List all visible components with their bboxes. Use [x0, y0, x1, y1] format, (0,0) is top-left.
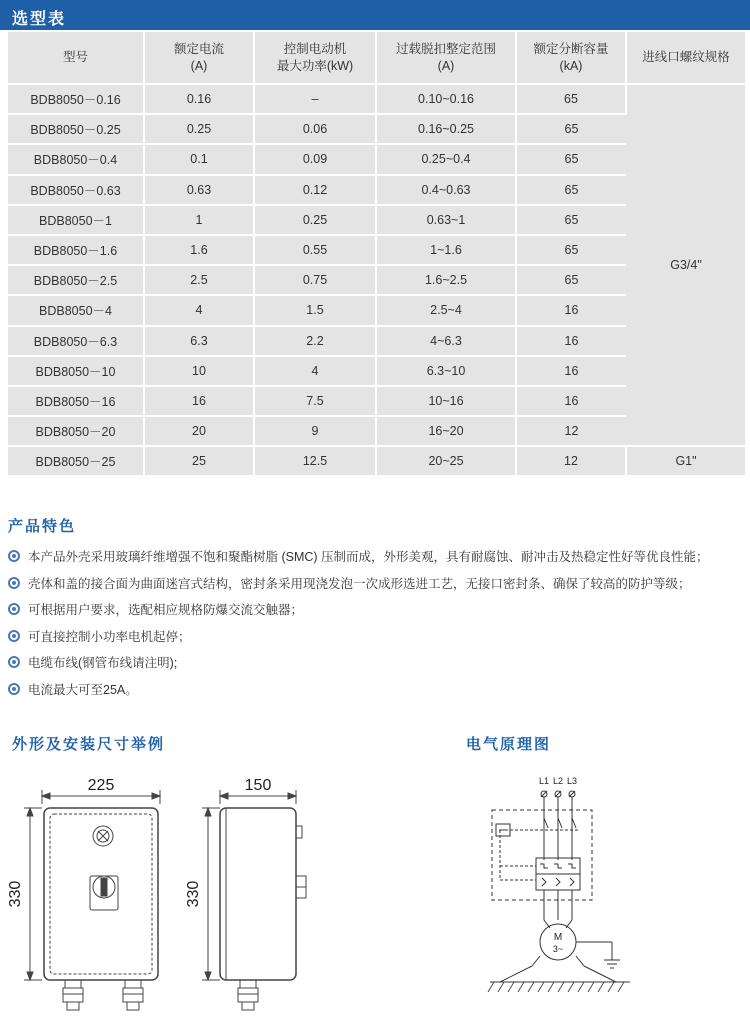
table-header-row — [8, 32, 745, 84]
feature-text: 电缆布线(钢管布线请注明); — [28, 656, 178, 671]
table-cell: 0.16~0.25 — [376, 114, 516, 144]
table-cell: 0.06 — [254, 114, 376, 144]
bullet-icon — [8, 577, 20, 589]
table-cell: 9 — [254, 416, 376, 446]
table-cell: 20 — [144, 416, 254, 446]
dimensions-heading: 外形及安装尺寸举例 — [12, 736, 166, 753]
feature-text: 电流最大可至25A。 — [28, 682, 138, 697]
feature-item — [8, 543, 748, 570]
table-cell: 1~1.6 — [376, 235, 516, 265]
table-cell: 10 — [144, 356, 254, 386]
table-cell: BDB8050－0.16 — [8, 84, 144, 114]
table-cell: 1 — [144, 205, 254, 235]
bullet-icon — [8, 683, 20, 695]
column-header: 过载脱扣整定范围 (A) — [376, 32, 516, 84]
table-cell: BDB8050－10 — [8, 356, 144, 386]
table-cell: 16 — [516, 356, 626, 386]
bullet-icon — [8, 630, 20, 642]
table-cell: 16 — [516, 295, 626, 325]
table-cell: BDB8050－6.3 — [8, 326, 144, 356]
table-cell: 1.6~2.5 — [376, 265, 516, 295]
feature-item — [8, 623, 748, 650]
table-cell: 20~25 — [376, 446, 516, 476]
table-cell: 0.63~1 — [376, 205, 516, 235]
table-cell: 16~20 — [376, 416, 516, 446]
thread-spec-cell: G3/4" — [626, 84, 745, 446]
feature-text: 壳体和盖的接合面为曲面迷宫式结构，密封条采用现浇发泡一次成形选进工艺，无接口密封条、确保了较高的防护等级； — [28, 576, 691, 591]
features-list — [8, 543, 748, 702]
motor-label: M — [553, 932, 563, 943]
table-cell: 65 — [516, 235, 626, 265]
electrical-schematic — [470, 770, 650, 1020]
table-cell: 4 — [254, 356, 376, 386]
phase-l3-label: L3 — [566, 776, 578, 786]
table-cell: 16 — [144, 386, 254, 416]
table-body — [8, 84, 745, 476]
table-cell: BDB8050－1.6 — [8, 235, 144, 265]
table-cell: 10~16 — [376, 386, 516, 416]
column-header: 额定电流 (A) — [144, 32, 254, 84]
table-cell: 16 — [516, 386, 626, 416]
feature-item — [8, 570, 748, 597]
table-cell: BDB8050－20 — [8, 416, 144, 446]
column-header: 进线口螺纹规格 — [626, 32, 745, 84]
table-cell: 1.5 — [254, 295, 376, 325]
table-cell: BDB8050－0.25 — [8, 114, 144, 144]
front-width-label: 225 — [87, 777, 115, 794]
page-title: 选型表 — [0, 0, 750, 30]
table-cell: 6.3 — [144, 326, 254, 356]
feature-text: 本产品外壳采用玻璃纤维增强不饱和聚酯树脂 (SMC) 压制而成，外形美观，具有耐腐蚀、耐冲击及热稳定性好等优良性能； — [28, 550, 709, 565]
thread-spec-cell: G1" — [626, 446, 745, 476]
feature-text: 可根据用户要求，选配相应规格防爆交流交触器； — [28, 603, 304, 618]
table-cell: 4 — [144, 295, 254, 325]
table-row — [8, 84, 745, 114]
feature-item — [8, 676, 748, 703]
table-cell: 65 — [516, 114, 626, 144]
table-cell: 0.75 — [254, 265, 376, 295]
table-cell: 0.1 — [144, 144, 254, 174]
motor-phase-label: 3~ — [552, 944, 564, 954]
table-cell: BDB8050－1 — [8, 205, 144, 235]
table-cell: 65 — [516, 265, 626, 295]
table-cell: BDB8050－0.4 — [8, 144, 144, 174]
table-cell: 0.09 — [254, 144, 376, 174]
table-cell: BDB8050－25 — [8, 446, 144, 476]
table-cell: 0.25 — [144, 114, 254, 144]
table-cell: 0.16 — [144, 84, 254, 114]
side-view-drawing — [180, 770, 340, 1022]
table-cell: 0.25~0.4 — [376, 144, 516, 174]
column-header: 型号 — [8, 32, 144, 84]
table-cell: 65 — [516, 84, 626, 114]
bullet-icon — [8, 603, 20, 615]
table-cell: 25 — [144, 446, 254, 476]
schematic-heading: 电气原理图 — [466, 736, 552, 753]
table-cell: BDB8050－16 — [8, 386, 144, 416]
table-cell: 7.5 — [254, 386, 376, 416]
feature-item — [8, 649, 748, 676]
table-cell: 12 — [516, 446, 626, 476]
table-cell: 2.2 — [254, 326, 376, 356]
table-cell: BDB8050－0.63 — [8, 175, 144, 205]
feature-text: 可直接控制小功率电机起停； — [28, 629, 191, 644]
feature-item — [8, 596, 748, 623]
table-cell: 16 — [516, 326, 626, 356]
column-header: 额定分断容量 (kA) — [516, 32, 626, 84]
table-cell: 2.5~4 — [376, 295, 516, 325]
table-cell: 0.63 — [144, 175, 254, 205]
table-cell: 0.10~0.16 — [376, 84, 516, 114]
table-cell: 4~6.3 — [376, 326, 516, 356]
table-cell: – — [254, 84, 376, 114]
table-cell: 6.3~10 — [376, 356, 516, 386]
bullet-icon — [8, 656, 20, 668]
front-height-label: 330 — [7, 880, 24, 908]
side-height-label: 330 — [185, 880, 202, 908]
table-cell: 12.5 — [254, 446, 376, 476]
table-cell: 2.5 — [144, 265, 254, 295]
table-cell: 65 — [516, 175, 626, 205]
table-cell: 0.4~0.63 — [376, 175, 516, 205]
phase-l1-label: L1 — [538, 776, 550, 786]
column-header: 控制电动机 最大功率(kW) — [254, 32, 376, 84]
table-cell: BDB8050－2.5 — [8, 265, 144, 295]
table-cell: 65 — [516, 144, 626, 174]
bullet-icon — [8, 550, 20, 562]
table-cell: BDB8050－4 — [8, 295, 144, 325]
phase-l2-label: L2 — [552, 776, 564, 786]
table-cell: 65 — [516, 205, 626, 235]
table-cell: 12 — [516, 416, 626, 446]
table-cell: 1.6 — [144, 235, 254, 265]
table-cell: 0.55 — [254, 235, 376, 265]
table-cell: 0.12 — [254, 175, 376, 205]
features-heading: 产品特色 — [8, 518, 77, 535]
table-cell: 0.25 — [254, 205, 376, 235]
table-row — [8, 446, 745, 476]
front-view-drawing — [0, 770, 190, 1022]
side-width-label: 150 — [244, 777, 272, 794]
selection-table — [8, 32, 745, 477]
